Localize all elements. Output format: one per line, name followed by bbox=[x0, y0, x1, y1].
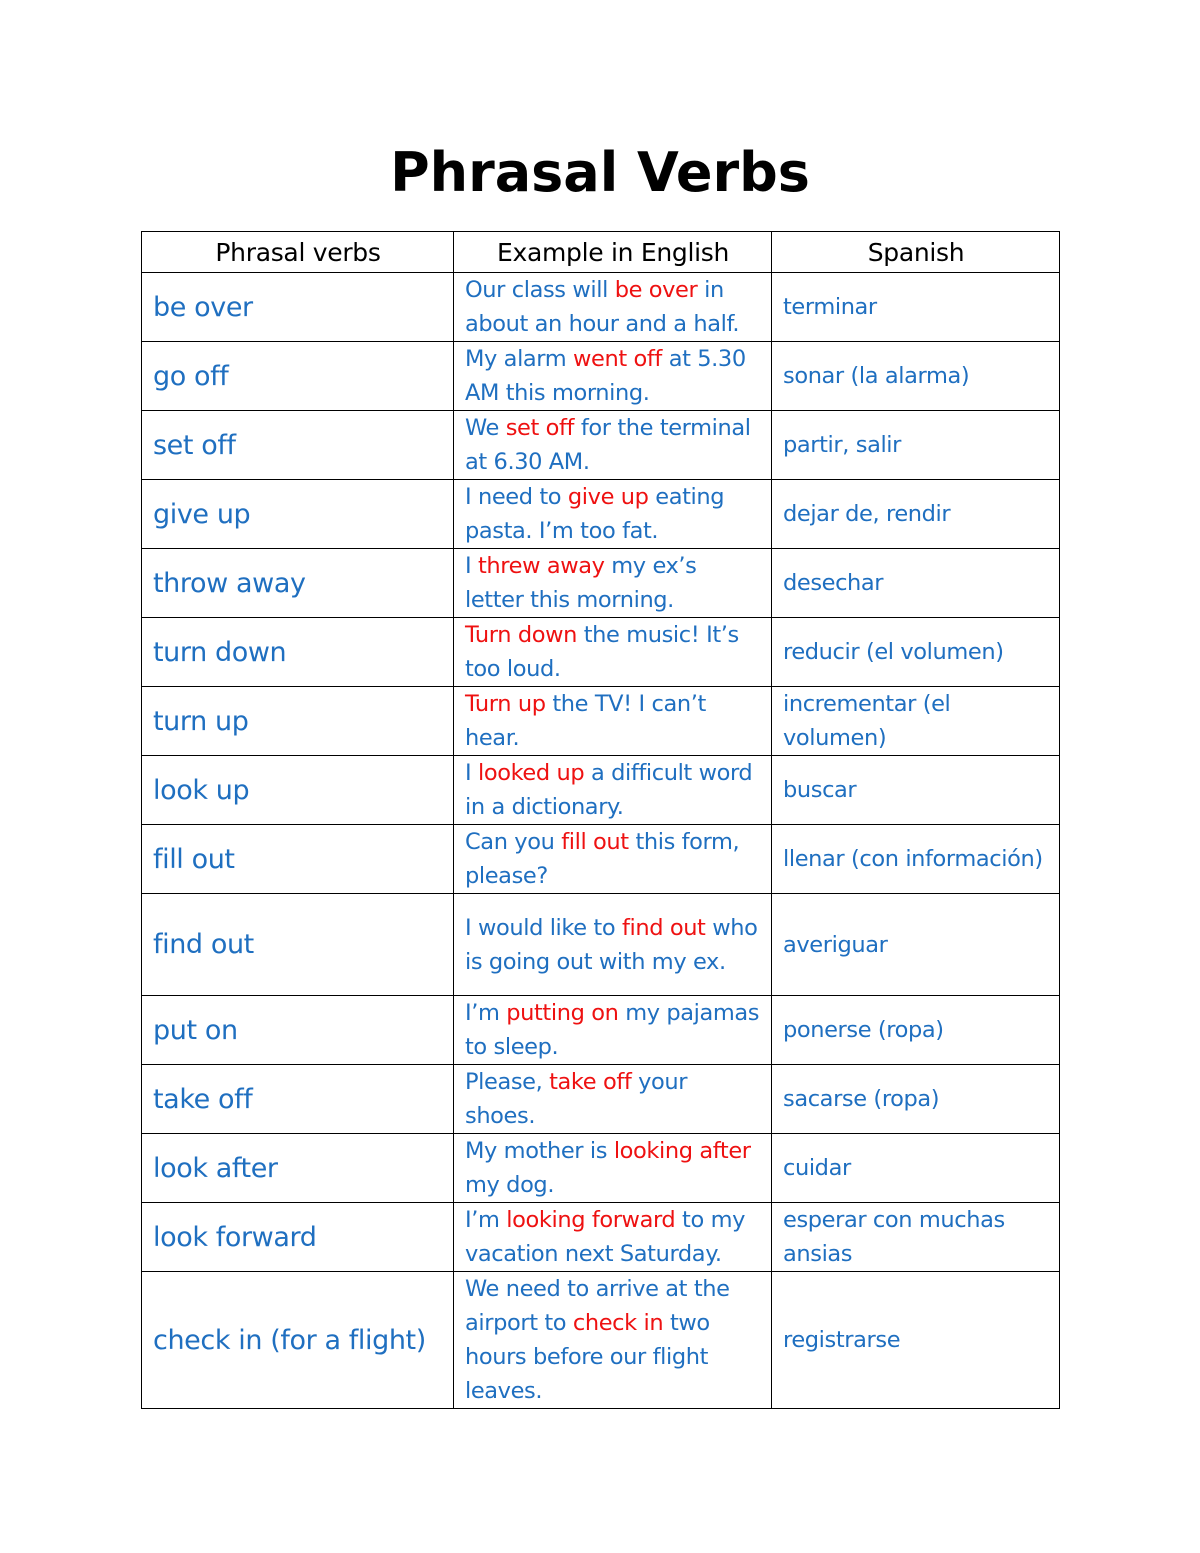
spanish-translation-cell: cuidar bbox=[772, 1134, 1060, 1203]
example-text: my pajamas to sleep. bbox=[465, 1000, 760, 1060]
page-title: Phrasal Verbs bbox=[390, 141, 810, 204]
highlighted-phrasal-verb: set off bbox=[505, 415, 575, 441]
spanish-translation-cell: reducir (el volumen) bbox=[772, 618, 1060, 687]
highlighted-phrasal-verb: threw away bbox=[478, 553, 605, 579]
phrasal-verbs-table bbox=[141, 231, 1060, 1409]
example-text: Our class will bbox=[465, 277, 615, 303]
example-text: My alarm bbox=[465, 346, 574, 372]
highlighted-phrasal-verb: putting on bbox=[506, 1000, 619, 1026]
phrasal-verb-cell: give up bbox=[142, 480, 454, 549]
spanish-translation-cell: averiguar bbox=[772, 894, 1060, 996]
phrasal-verb-cell: look up bbox=[142, 756, 454, 825]
highlighted-phrasal-verb: check in bbox=[572, 1310, 664, 1336]
table-row bbox=[142, 825, 1060, 894]
example-text: the TV! I can’t hear. bbox=[465, 691, 706, 751]
example-text: I bbox=[465, 760, 478, 786]
phrasal-verb-cell: check in (for a flight) bbox=[142, 1272, 454, 1409]
spanish-translation-cell: incrementar (el volumen) bbox=[772, 687, 1060, 756]
table-row bbox=[142, 1203, 1060, 1272]
phrasal-verb-cell: set off bbox=[142, 411, 454, 480]
spanish-translation-cell: ponerse (ropa) bbox=[772, 996, 1060, 1065]
example-text: We need to arrive at the airport to bbox=[465, 1276, 730, 1336]
spanish-translation-cell: sonar (la alarma) bbox=[772, 342, 1060, 411]
spanish-translation-cell: dejar de, rendir bbox=[772, 480, 1060, 549]
header-row bbox=[142, 232, 1060, 273]
table-row bbox=[142, 411, 1060, 480]
example-text: my dog. bbox=[465, 1172, 555, 1198]
example-cell bbox=[454, 1065, 772, 1134]
example-cell bbox=[454, 480, 772, 549]
example-text: I’m bbox=[465, 1207, 507, 1233]
example-text: my ex’s letter this morning. bbox=[465, 553, 697, 613]
example-text: a difficult word in a dictionary. bbox=[465, 760, 753, 820]
highlighted-phrasal-verb: looking after bbox=[613, 1138, 751, 1164]
spanish-translation-cell: partir, salir bbox=[772, 411, 1060, 480]
highlighted-phrasal-verb: Turn up bbox=[465, 691, 546, 717]
phrasal-verb-cell: put on bbox=[142, 996, 454, 1065]
example-text: I need to bbox=[465, 484, 568, 510]
spanish-translation-cell: llenar (con información) bbox=[772, 825, 1060, 894]
example-text: for the terminal at 6.30 AM. bbox=[465, 415, 751, 475]
phrasal-verb-cell: take off bbox=[142, 1065, 454, 1134]
example-cell bbox=[454, 825, 772, 894]
example-text: My mother is bbox=[465, 1138, 614, 1164]
header-phrasal-verbs: Phrasal verbs bbox=[142, 232, 454, 273]
example-cell bbox=[454, 1134, 772, 1203]
highlighted-phrasal-verb: find out bbox=[621, 914, 706, 941]
example-text: I’m bbox=[465, 1000, 507, 1026]
phrasal-verb-cell: fill out bbox=[142, 825, 454, 894]
example-text: two hours before our flight leaves. bbox=[465, 1310, 710, 1404]
phrasal-verb-cell: be over bbox=[142, 273, 454, 342]
spanish-translation-cell: buscar bbox=[772, 756, 1060, 825]
table-row bbox=[142, 273, 1060, 342]
table-body bbox=[142, 273, 1060, 1409]
spanish-translation-cell: esperar con muchas ansias bbox=[772, 1203, 1060, 1272]
example-text: to my vacation next Saturday. bbox=[465, 1207, 746, 1267]
phrasal-verb-cell: go off bbox=[142, 342, 454, 411]
table-row bbox=[142, 549, 1060, 618]
table-row bbox=[142, 1134, 1060, 1203]
phrasal-verb-cell: throw away bbox=[142, 549, 454, 618]
example-cell bbox=[454, 342, 772, 411]
highlighted-phrasal-verb: went off bbox=[573, 346, 662, 372]
highlighted-phrasal-verb: be over bbox=[614, 277, 698, 303]
example-cell bbox=[454, 273, 772, 342]
example-text: the music! It’s too loud. bbox=[465, 622, 739, 682]
example-text: in about an hour and a half. bbox=[465, 277, 740, 337]
header-example-in-english: Example in English bbox=[454, 232, 772, 273]
spanish-translation-cell: desechar bbox=[772, 549, 1060, 618]
example-cell bbox=[454, 411, 772, 480]
highlighted-phrasal-verb: looking forward bbox=[506, 1207, 676, 1233]
table-row bbox=[142, 756, 1060, 825]
example-text: eating pasta. I’m too fat. bbox=[465, 484, 725, 544]
example-cell bbox=[454, 996, 772, 1065]
highlighted-phrasal-verb: Turn down bbox=[465, 622, 577, 648]
phrasal-verb-cell: look after bbox=[142, 1134, 454, 1203]
phrasal-verb-cell: find out bbox=[142, 894, 454, 996]
highlighted-phrasal-verb: looked up bbox=[478, 760, 585, 786]
phrasal-verb-cell: turn down bbox=[142, 618, 454, 687]
example-cell bbox=[454, 756, 772, 825]
example-text: your shoes. bbox=[465, 1069, 688, 1129]
table-row bbox=[142, 480, 1060, 549]
table-row bbox=[142, 894, 1060, 996]
example-text: Please, bbox=[465, 1069, 550, 1095]
example-cell bbox=[454, 618, 772, 687]
example-text: this form, please? bbox=[465, 829, 740, 889]
example-cell bbox=[454, 1272, 772, 1409]
table-row bbox=[142, 1065, 1060, 1134]
example-cell bbox=[454, 894, 772, 996]
phrasal-verb-cell: look forward bbox=[142, 1203, 454, 1272]
example-text: I would like to bbox=[465, 914, 622, 941]
table-row bbox=[142, 1272, 1060, 1409]
spanish-translation-cell: sacarse (ropa) bbox=[772, 1065, 1060, 1134]
table-row bbox=[142, 618, 1060, 687]
highlighted-phrasal-verb: take off bbox=[549, 1069, 632, 1095]
example-cell bbox=[454, 549, 772, 618]
example-text: at 5.30 AM this morning. bbox=[465, 346, 746, 406]
table-row bbox=[142, 996, 1060, 1065]
header-spanish: Spanish bbox=[772, 232, 1060, 273]
spanish-translation-cell: terminar bbox=[772, 273, 1060, 342]
highlighted-phrasal-verb: fill out bbox=[561, 829, 629, 855]
example-text: We bbox=[465, 415, 506, 441]
table-row bbox=[142, 342, 1060, 411]
highlighted-phrasal-verb: give up bbox=[567, 484, 649, 510]
example-cell bbox=[454, 1203, 772, 1272]
example-text: I bbox=[465, 553, 478, 579]
table-row bbox=[142, 687, 1060, 756]
example-text: Can you bbox=[465, 829, 562, 855]
example-cell bbox=[454, 687, 772, 756]
spanish-translation-cell: registrarse bbox=[772, 1272, 1060, 1409]
table-header bbox=[142, 232, 1060, 273]
phrasal-verb-cell: turn up bbox=[142, 687, 454, 756]
example-text: who is going out with my ex. bbox=[465, 914, 758, 975]
